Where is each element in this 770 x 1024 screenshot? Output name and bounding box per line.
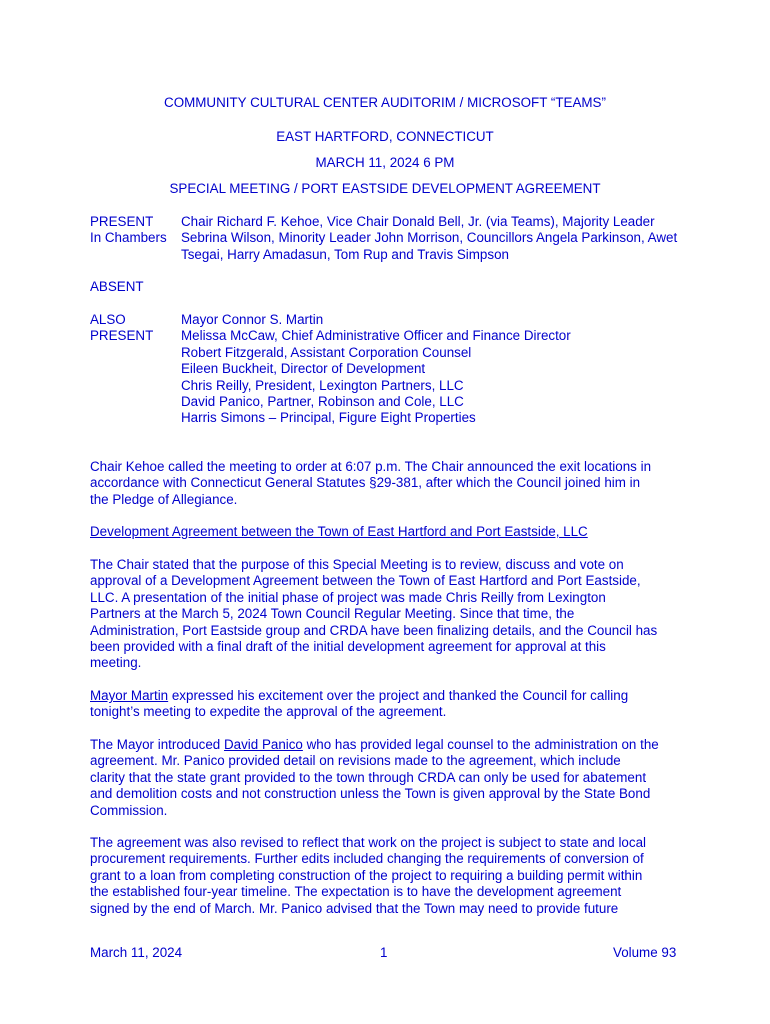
text-line: the Pledge of Allegiance. bbox=[90, 491, 238, 507]
paragraph-panico bbox=[90, 737, 686, 819]
also-present-label bbox=[90, 312, 180, 345]
text-line: Administration, Port Eastside group and CRDA have been finalizing details, and the Council has bbox=[90, 622, 658, 638]
text-line: accordance with Connecticut General Statutes §29-381, after which the Council joined him in bbox=[90, 475, 641, 491]
text-line: procurement requirements. Further edits included changing the requirements of conversion of bbox=[90, 851, 644, 867]
text-line: The agreement was also revised to reflect that work on the project is subject to state and local bbox=[90, 835, 646, 850]
also-present-members bbox=[181, 312, 711, 427]
text-line bbox=[90, 737, 686, 753]
header-location: COMMUNITY CULTURAL CENTER AUDITORIM / MICROSOFT “TEAMS” bbox=[164, 95, 606, 110]
text-line: grant to a loan from completing construction of the project to requiring a building permit within bbox=[90, 867, 643, 883]
also-present-line: David Panico, Partner, Robinson and Cole, LLC bbox=[181, 394, 464, 410]
text-line: been provided with a final draft of the initial development agreement for approval at this bbox=[90, 639, 606, 655]
present-members bbox=[181, 214, 711, 263]
text-span: The Mayor introduced bbox=[90, 737, 224, 752]
present-line: Sebrina Wilson, Minority Leader John Morrison, Councillors Angela Parkinson, Awet bbox=[181, 230, 678, 246]
text-line: Chair Kehoe called the meeting to order at 6:07 p.m. The Chair announced the exit locations in bbox=[90, 459, 652, 474]
footer-volume: Volume 93 bbox=[613, 945, 677, 960]
text-line: approval of a Development Agreement between the Town of East Hartford and Port Eastside, bbox=[90, 573, 641, 589]
text-line: The Chair stated that the purpose of this Special Meeting is to review, discuss and vote on bbox=[90, 557, 624, 572]
mayor-name: Mayor Martin bbox=[90, 688, 169, 703]
text-line: the established four-year timeline. The expectation is to have the development agreement bbox=[90, 884, 622, 900]
text-line: LLC. A presentation of the initial phase of project was made Chris Reilly from Lexington bbox=[90, 589, 606, 605]
present-label-line: PRESENT bbox=[90, 214, 154, 229]
also-present-line: Melissa McCaw, Chief Administrative Officer and Finance Director bbox=[181, 328, 571, 344]
text-line bbox=[90, 688, 686, 704]
text-span: expressed his excitement over the project and thanked the Council for calling bbox=[168, 688, 629, 703]
text-line: and demolition costs and not construction unless the Town is given approval by the State Bond bbox=[90, 786, 651, 802]
paragraph-mayor bbox=[90, 688, 686, 721]
paragraph-call-to-order bbox=[90, 459, 686, 508]
text-span: who has provided legal counsel to the administration on the bbox=[302, 737, 659, 752]
text-line: Partners at the March 5, 2024 Town Council Regular Meeting. Since that time, the bbox=[90, 606, 575, 622]
footer-date: March 11, 2024 bbox=[90, 945, 183, 960]
footer-page-number: 1 bbox=[380, 945, 388, 960]
paragraph-revisions bbox=[90, 835, 686, 917]
text-line: agreement. Mr. Panico provided detail on revisions made to the agreement, which include bbox=[90, 753, 621, 769]
also-present-line: Mayor Connor S. Martin bbox=[181, 312, 324, 327]
also-present-line: Robert Fitzgerald, Assistant Corporation Counsel bbox=[181, 344, 472, 360]
present-label bbox=[90, 214, 180, 247]
present-label-line: In Chambers bbox=[90, 230, 167, 246]
section-heading: Development Agreement between the Town of East Hartford and Port Eastside, LLC bbox=[90, 524, 588, 539]
text-line: clarity that the state grant provided to the town through CRDA can only be used for abatement bbox=[90, 769, 647, 785]
text-line: meeting. bbox=[90, 655, 142, 671]
also-present-label-line: PRESENT bbox=[90, 328, 154, 344]
also-present-line: Chris Reilly, President, Lexington Partners, LLC bbox=[181, 377, 464, 393]
text-line: signed by the end of March. Mr. Panico advised that the Town may need to provide future bbox=[90, 900, 619, 916]
absent-label: ABSENT bbox=[90, 279, 144, 294]
text-line: tonight’s meeting to expedite the approval of the agreement. bbox=[90, 704, 447, 720]
text-line: Commission. bbox=[90, 802, 168, 818]
header-city: EAST HARTFORD, CONNECTICUT bbox=[276, 129, 494, 144]
present-line: Chair Richard F. Kehoe, Vice Chair Donald Bell, Jr. (via Teams), Majority Leader bbox=[181, 214, 655, 229]
paragraph-purpose bbox=[90, 557, 686, 672]
panico-name: David Panico bbox=[223, 737, 303, 752]
header-meeting-title: SPECIAL MEETING / PORT EASTSIDE DEVELOPMENT AGREEMENT bbox=[169, 181, 601, 196]
header-date: MARCH 11, 2024 6 PM bbox=[315, 155, 455, 170]
present-line: Tsegai, Harry Amadasun, Tom Rup and Travis Simpson bbox=[181, 246, 509, 262]
also-present-line: Eileen Buckheit, Director of Development bbox=[181, 361, 426, 377]
also-present-line: Harris Simons – Principal, Figure Eight Properties bbox=[181, 410, 476, 426]
also-present-label-line: ALSO bbox=[90, 312, 126, 327]
